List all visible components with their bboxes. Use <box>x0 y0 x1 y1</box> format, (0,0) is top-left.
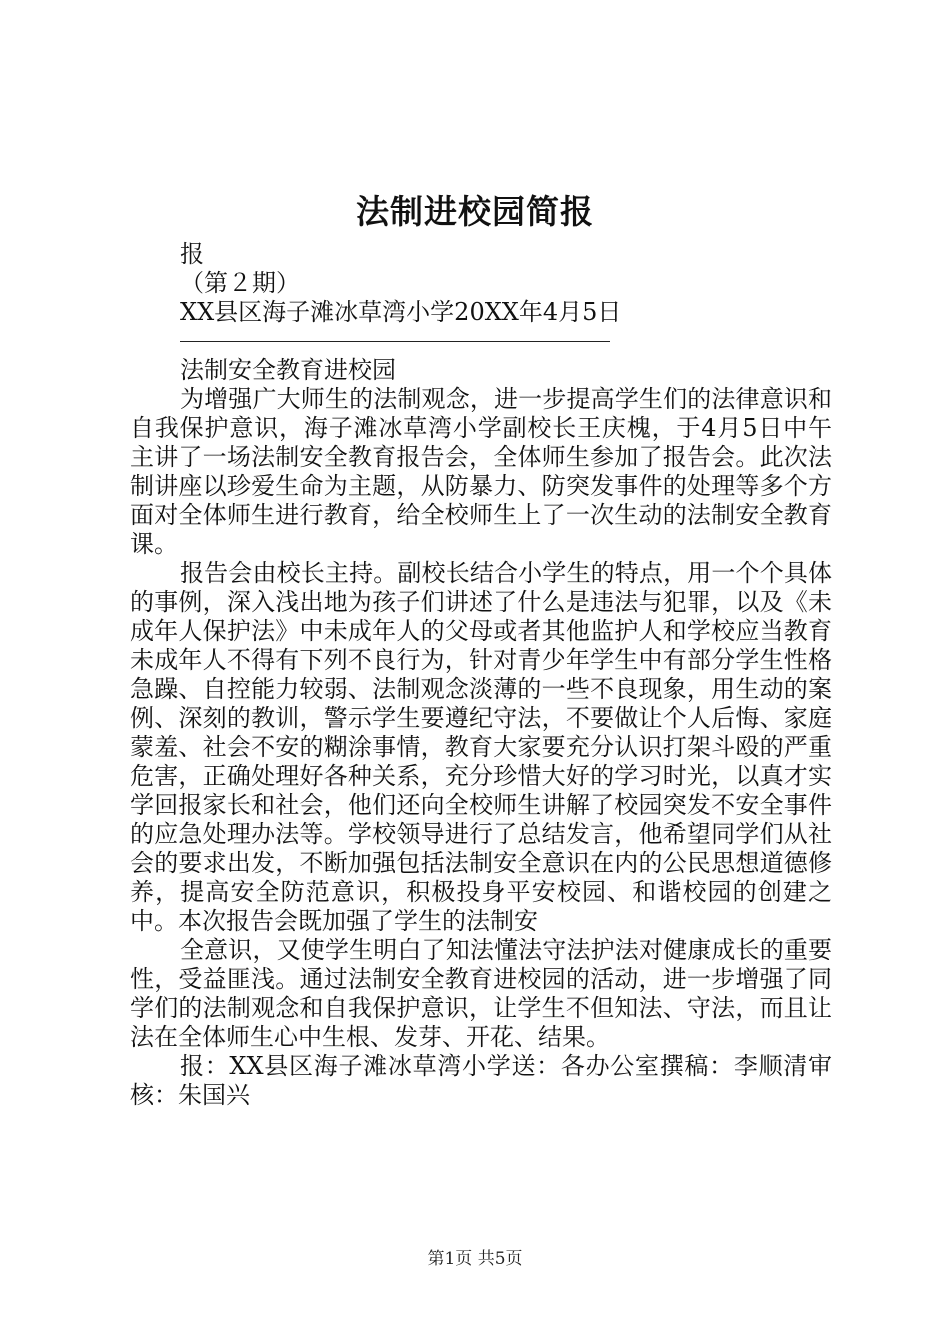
paragraph-report-details: 报告会由校长主持。副校长结合小学生的特点，用一个个具体的事例，深入浅出地为孩子们讲述了什么是违法与犯罪，以及《未成年人保护法》中未成年人的父母或者其他监护人和学校应当教育未成年人不得有下列不良行为，针对青少年学生中有部分学生性格急躁、自控能力较弱、法制观念淡薄的一些不良现象，用生动的案例、深刻的教训，警示学生要遵纪守法，不要做让个人后悔、家庭蒙羞、社会不安的糊涂事情，教育大家要充分认识打架斗殴的严重危害，正确处理好各种关系，充分珍惜大好的学习时光，以真才实学回报家长和社会，他们还向全校师生讲解了校园突发不安全事件的应急处理办法等。学校领导进行了总结发言，他希望同学们从社会的要求出发，不断加强包括法制安全意识在内的公民思想道德修养，提高安全防范意识，积极投身平安校园、和谐校园的创建之中。本次报告会既加强了学生的法制安 <box>130 559 832 935</box>
bulletin-body <box>130 356 832 1110</box>
paragraph-distribution: 报：XX县区海子滩冰草湾小学送：各办公室撰稿：李顺清审核：朱国兴 <box>130 1052 832 1109</box>
paragraph-intro: 为增强广大师生的法制观念，进一步提高学生们的法律意识和自我保护意识，海子滩冰草湾小学副校长王庆槐，于4月5日中午主讲了一场法制安全教育报告会，全体师生参加了报告会。此次法制讲座以珍爱生命为主题，从防暴力、防突发事件的处理等多个方面对全体师生进行教育，给全校师生上了一次生动的法制安全教育课。 <box>130 385 832 558</box>
header-divider <box>180 341 610 342</box>
document-title: 法制进校园简报 <box>356 192 594 231</box>
paragraph-conclusion: 全意识，又使学生明白了知法懂法守法护法对健康成长的重要性，受益匪浅。通过法制安全教育进校园的活动，进一步增强了同学们的法制观念和自我保护意识，让学生不但知法、守法，而且让法在全体师生心中生根、发芽、开花、结果。 <box>130 936 832 1051</box>
header-report-label: 报 <box>180 240 204 268</box>
issue-number: （第２期） <box>180 269 300 297</box>
bulletin-header <box>180 240 840 342</box>
page-footer: 第1页 共5页 <box>427 1249 523 1269</box>
section-heading: 法制安全教育进校园 <box>180 356 396 384</box>
issuer-and-date: XX县区海子滩冰草湾小学20XX年4月5日 <box>180 298 622 326</box>
